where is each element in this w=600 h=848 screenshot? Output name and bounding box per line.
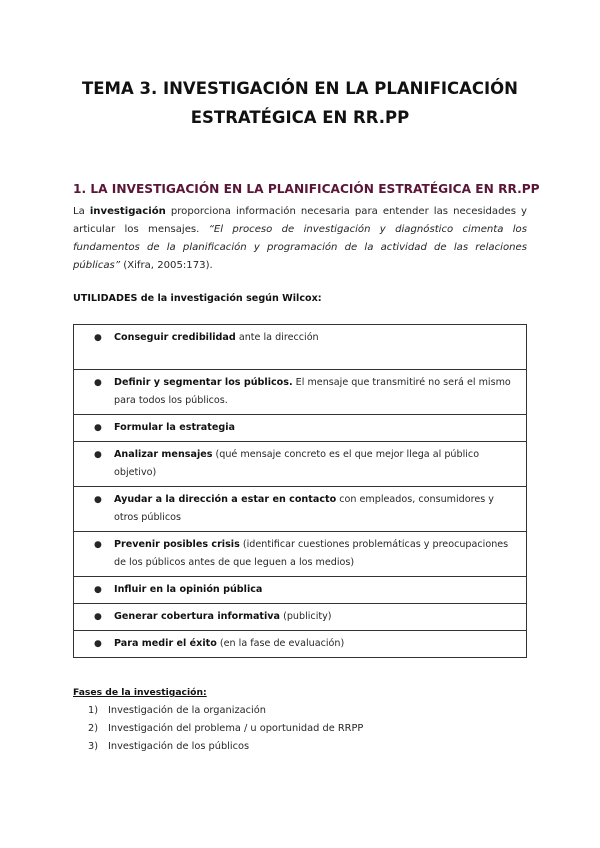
list-text: Investigación de los públicos bbox=[108, 741, 250, 752]
bullet-icon: ● bbox=[94, 450, 102, 460]
list-item bbox=[88, 720, 363, 738]
item-bold: Generar cobertura informativa bbox=[114, 611, 281, 622]
list-text: Investigación del problema / u oportunidad de RRPP bbox=[108, 723, 364, 734]
table-cell bbox=[74, 604, 527, 631]
table-row bbox=[74, 487, 527, 532]
table-cell bbox=[74, 631, 527, 658]
bullet-icon: ● bbox=[94, 540, 102, 550]
table-row bbox=[74, 604, 527, 631]
bullet-icon: ● bbox=[94, 333, 102, 343]
table-row bbox=[74, 370, 527, 415]
title-line-2: ESTRATÉGICA EN RR.PP bbox=[190, 108, 410, 127]
item-bold: Conseguir credibilidad bbox=[114, 332, 236, 343]
item-bold: Influir en la opinión pública bbox=[114, 584, 263, 595]
item-bold: Para medir el éxito bbox=[114, 638, 217, 649]
item-bold: Prevenir posibles crisis bbox=[114, 539, 240, 550]
list-number: 1) bbox=[88, 705, 99, 716]
table-cell bbox=[74, 487, 527, 532]
table-cell bbox=[74, 415, 527, 442]
list-number: 2) bbox=[88, 723, 99, 734]
item-text: ante la dirección bbox=[235, 332, 319, 343]
bullet-icon: ● bbox=[94, 612, 102, 622]
table-row bbox=[74, 325, 527, 370]
bullet-icon: ● bbox=[94, 423, 102, 433]
table-cell bbox=[74, 532, 527, 577]
item-text: El mensaje que transmitiré no será el mismo para todos los públicos. bbox=[114, 377, 511, 406]
intro-paragraph bbox=[73, 203, 527, 275]
table-row bbox=[74, 415, 527, 442]
utilidades-label: UTILIDADES de la investigación según Wilcox: bbox=[73, 293, 322, 304]
item-bold: Ayudar a la dirección a estar en contacto bbox=[114, 494, 337, 505]
para-citation: (Xifra, 2005:173). bbox=[120, 260, 213, 271]
fases-list bbox=[88, 702, 363, 756]
bullet-icon: ● bbox=[94, 495, 102, 505]
bullet-icon: ● bbox=[94, 378, 102, 388]
table-row bbox=[74, 631, 527, 658]
table-cell bbox=[74, 442, 527, 487]
title-line-1: TEMA 3. INVESTIGACIÓN EN LA PLANIFICACIÓN bbox=[82, 79, 518, 98]
fases-title: Fases de la investigación: bbox=[73, 687, 207, 698]
list-number: 3) bbox=[88, 741, 99, 752]
table-row bbox=[74, 532, 527, 577]
bullet-icon: ● bbox=[94, 585, 102, 595]
table-cell bbox=[74, 325, 527, 370]
section-heading: 1. LA INVESTIGACIÓN EN LA PLANIFICACIÓN ESTRATÉGICA EN RR.PP bbox=[73, 182, 540, 196]
item-text: (publicity) bbox=[280, 611, 332, 622]
item-bold: Definir y segmentar los públicos. bbox=[114, 377, 293, 388]
item-text: con empleados, consumidores y otros públicos bbox=[114, 494, 494, 523]
list-text: Investigación de la organización bbox=[108, 705, 266, 716]
table-row bbox=[74, 577, 527, 604]
para-text-start: La bbox=[73, 206, 90, 217]
para-text-middle: proporciona información necesaria para entender las necesidades y articular los mensajes. bbox=[73, 206, 527, 235]
document-title bbox=[40, 74, 560, 132]
list-item bbox=[88, 738, 363, 756]
item-bold: Analizar mensajes bbox=[114, 449, 213, 460]
list-item bbox=[88, 702, 363, 720]
bullet-icon: ● bbox=[94, 639, 102, 649]
utilidades-table bbox=[73, 324, 527, 658]
table-row bbox=[74, 442, 527, 487]
item-text: (qué mensaje concreto es el que mejor llega al público objetivo) bbox=[114, 449, 480, 478]
item-text: (identificar cuestiones problemáticas y preocupaciones de los públicos antes de que leguen a los medios) bbox=[114, 539, 509, 568]
item-text: (en la fase de evaluación) bbox=[216, 638, 345, 649]
item-bold: Formular la estrategia bbox=[114, 422, 235, 433]
table-cell bbox=[74, 577, 527, 604]
table-cell bbox=[74, 370, 527, 415]
para-quote: “El proceso de investigación y diagnóstico cimenta los fundamentos de la planificación y programación de la actividad de las relaciones públicas” bbox=[73, 224, 527, 271]
para-bold-term: investigación bbox=[89, 206, 166, 217]
